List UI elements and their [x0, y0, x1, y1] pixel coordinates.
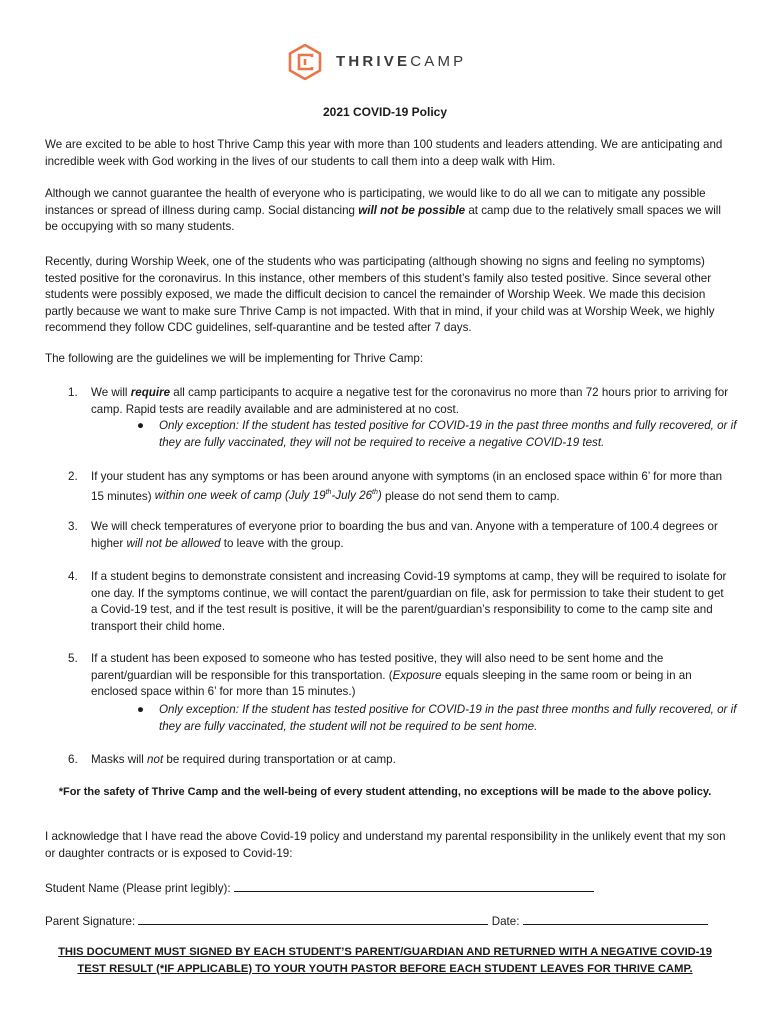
safety-note: *For the safety of Thrive Camp and the well-being of every student attending, no exceptions will be made to the above policy. [58, 786, 712, 798]
final-notice: THIS DOCUMENT MUST SIGNED BY EACH STUDENT’S PARENT/GUARDIAN AND RETURNED WITH A NEGATIVE COVID-19 TEST RESULT (*IF APPLICABLE) TO YOUR YOUTH PASTOR BEFORE EACH STUDENT LEAVES FOR THRIVE CAMP. [58, 946, 712, 975]
distancing-paragraph: Although we cannot guarantee the health of everyone who is participating, we would like to do all we can to mitigate any possible instances or spread of illness during camp. Social distancing will not be possible at camp due to the relatively small spaces we will be occupying with so many students. [45, 187, 721, 233]
acknowledgement-paragraph: I acknowledge that I have read the above Covid-19 policy and understand my parental responsibility in the unlikely event that my son or daughter contracts or is exposed to Covid-19: [45, 830, 726, 860]
guidelines-intro: The following are the guidelines we will be implementing for Thrive Camp: [45, 352, 424, 365]
date-label: Date: [491, 915, 520, 928]
exception-note: Only exception: If the student has tested positive for COVID-19 in the past three months and fully recovered, or if they are fully vaccinated, they will not be required to receive a negative COVID-19 test. [159, 419, 737, 449]
document-title: 2021 COVID-19 Policy [322, 105, 448, 119]
student-name-field[interactable] [234, 879, 594, 892]
parent-signature-label: Parent Signature: [45, 915, 136, 928]
student-name-row [45, 879, 730, 898]
bullet-icon: ● [137, 703, 145, 716]
bullet-icon: ● [137, 419, 145, 432]
document-page: THRIVECAMP 2021 COVID-19 Policy We are excited to be able to host Thrive Camp this year with more than 100 students and leaders attending. We are anticipating and incredible week with God working in the lives of our students to call them into a deep walk with Him. Although we cannot guarantee the health of everyone who is participating, we would like to do all we can to mitigate any possible instances or spread of illness during camp. Social distancing will not be possible at camp due to the relatively small spaces we will be occupying with so many students. Recently, during Worship Week, one of the students who was participating (although showing no signs and feeling no symptoms) tested positive for the coronavirus. In this instance, other members of this student’s family also tested positive. Since several other students were possibly exposed, we made the difficult decision to cancel the remainder of Worship Week. We made this decision partly because we want to make sure Thrive Camp is not impacted. With that in mind, if your child was at Worship Week, we highly recommend they follow CDC guidelines, self-quarantine and be tested after 7 days. The following are the guidelines we will be implementing for Thrive Camp: 1. We will require all camp participants to acquire a negative test for the coronavirus no more than 72 hours prior to arriving for camp. Rapid tests are readily available and are administered at no cost. ● Only exception: If the student has tested positive for COVID-19 in the past three months and fully recovered, or if they are fully vaccinated, they will not be required to receive a negative COVID-19 test. 2. If your student has any symptoms or has been around anyone with symptoms (in an enclosed space within 6’ for more than 15 minutes) within one week of camp (July 19th-July 26th) please do not send them to camp. 3. We will check temperatures of everyone prior to boarding the bus and van. Anyone with a temperature of 100.4 degrees or higher will not be allowed to leave with the group. 4. If a student begins to demonstrate consistent and increasing Covid-19 symptoms at camp, they will be required to isolate for one day. If the symptoms continue, we will contact the parent/guardian on file, ask for permission to take their student to get a Covid-19 test, and if the test result is positive, it will be the parent/guardian’s responsibility to come to the camp site and transport their child home. 5. If a student has been exposed to someone who has tested positive, they will also need to be sent home and the parent/guardian will be responsible for this transportation. (Exposure equals sleeping in the same room or being in an enclosed space within 6’ for more than 15 minutes.) ● Only exception: If the student has tested positive for COVID-19 in the past three months and fully recovered, or if they are fully vaccinated, the student will not be required to be sent home. 6. Masks will not be required during transportation or at camp. *For the safety of Thrive Camp and the well-being of every student attending, no exceptions will be made to the above policy. I acknowledge that I have read the above Covid-19 policy and understand my parental responsibility in the unlikely event that my son or daughter contracts or is exposed to Covid-19: Student Name (Please print legibly): Parent Signature: Date: THIS DOCUMENT MUST SIGNED BY EACH STUDENT’S PARENT/GUARDIAN AND RETURNED WITH A NEGATIVE COVID-19 TEST RESULT (*IF APPLICABLE) TO YOUR YOUTH PASTOR BEFORE EACH STUDENT LEAVES FOR THRIVE CAMP. [0, 0, 770, 1024]
thrive-camp-logo [288, 44, 466, 80]
parent-signature-field[interactable] [138, 912, 488, 925]
student-name-label: Student Name (Please print legibly): [45, 882, 231, 895]
logo-wordmark: THRIVECAMP [336, 53, 467, 70]
thrive-camp-logo-icon [288, 44, 322, 80]
intro-paragraph: We are excited to be able to host Thrive Camp this year with more than 100 students and leaders attending. We are anticipating and incredible week with God working in the lives of our students to call them into a deep walk with Him. [45, 138, 723, 168]
date-field[interactable] [523, 912, 708, 925]
signature-row [45, 912, 730, 931]
exception-note: Only exception: If the student has tested positive for COVID-19 in the past three months and fully recovered, or if they are fully vaccinated, the student will not be required to be sent home. [159, 703, 737, 733]
worship-week-paragraph: Recently, during Worship Week, one of the students who was participating (although showing no signs and feeling no symptoms) tested positive for the coronavirus. In this instance, other members of this student’s family also tested positive. Since several other students were possibly exposed, we made the difficult decision to cancel the remainder of Worship Week. We made this decision partly because we want to make sure Thrive Camp is not impacted. With that in mind, if your child was at Worship Week, we highly recommend they follow CDC guidelines, self-quarantine and be tested after 7 days. [45, 255, 715, 334]
